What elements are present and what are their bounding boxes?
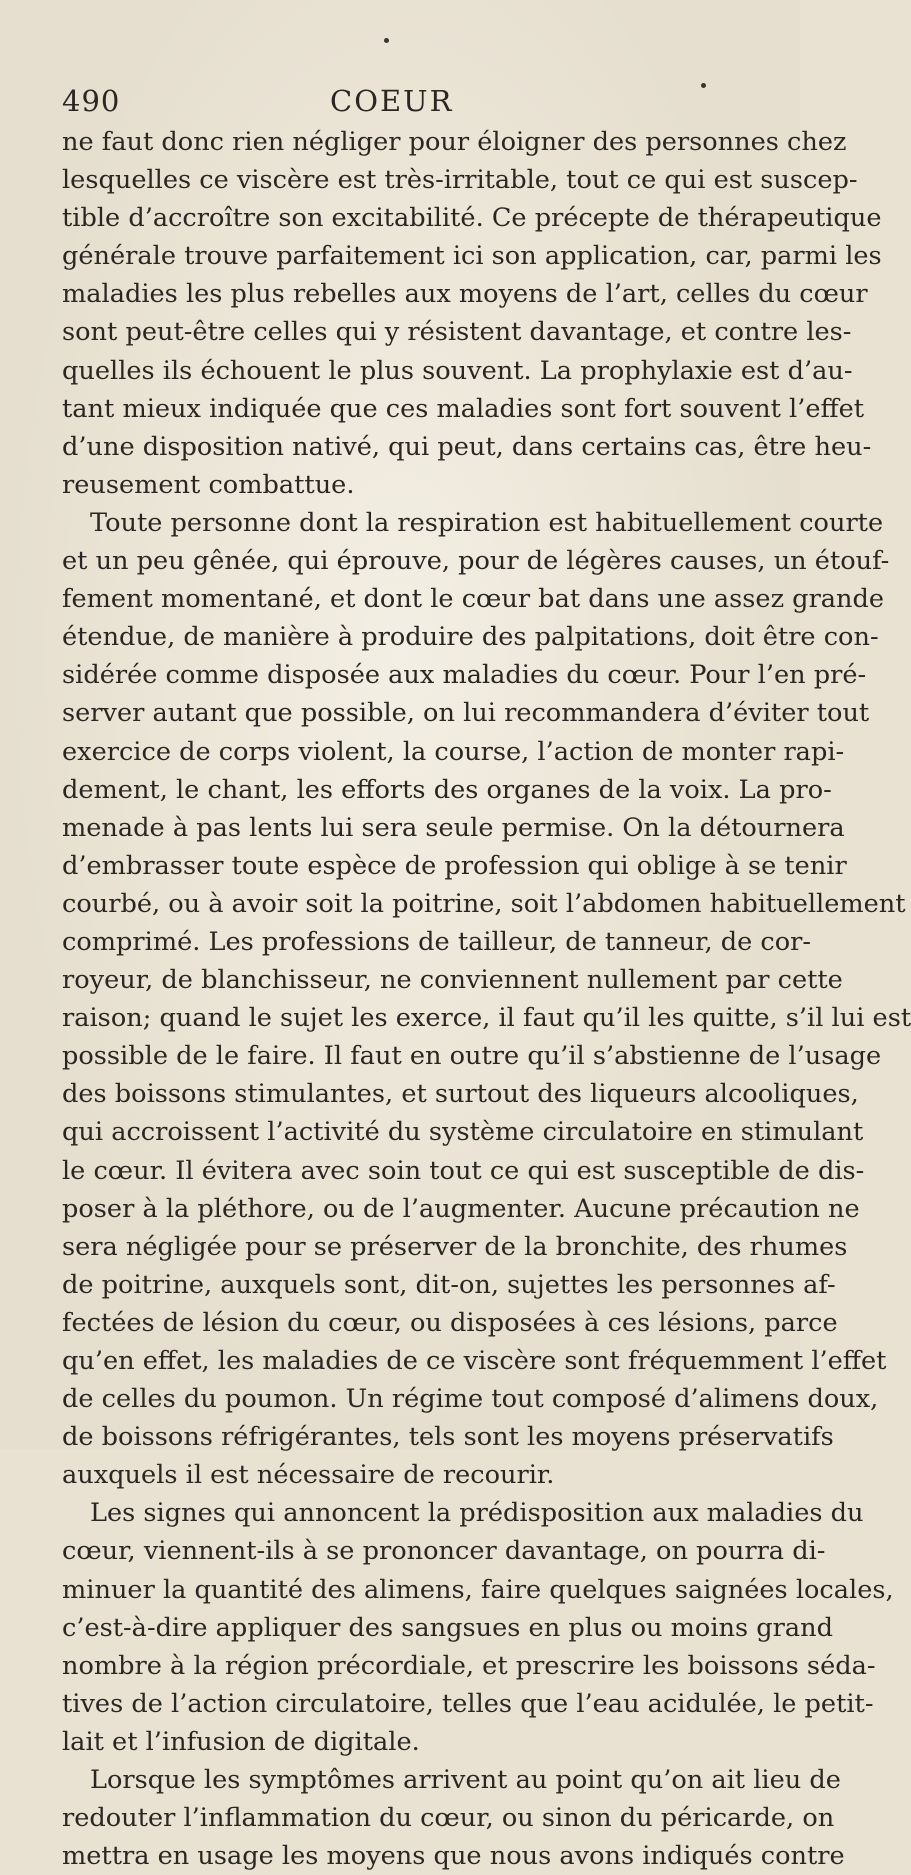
page-number: 490 [62, 84, 121, 118]
text-line: tant mieux indiquée que ces maladies sont fort souvent l’effet [62, 393, 865, 424]
text-line: sont peut-être celles qui y résistent davantage, et contre les- [62, 317, 852, 348]
running-title: COEUR [330, 84, 454, 118]
text-line: reusement combattue. [62, 469, 355, 500]
paragraph-start-line: Les signes qui annoncent la prédisposition aux maladies du [90, 1498, 864, 1529]
text-line: comprimé. Les professions de tailleur, de tanneur, de cor- [62, 926, 812, 957]
text-line: qu’en effet, les maladies de ce viscère sont fréquemment l’effet [62, 1346, 887, 1376]
text-line: ne faut donc rien négliger pour éloigner des personnes chez [62, 127, 847, 157]
text-line: qui accroissent l’activité du système circulatoire en stimulant [62, 1117, 864, 1148]
text-line: auxquels il est nécessaire de recourir. [62, 1460, 555, 1491]
text-line: étendue, de manière à produire des palpitations, doit être con- [62, 622, 879, 653]
page-header [62, 84, 752, 124]
text-line: poser à la pléthore, ou de l’augmenter. Aucune précaution ne [62, 1193, 860, 1224]
text-line: nombre à la région précordiale, et prescrire les boissons séda- [62, 1650, 876, 1681]
text-line: de poitrine, auxquels sont, dit-on, sujettes les personnes af- [62, 1269, 836, 1300]
text-line: fectées de lésion du cœur, ou disposées à ces lésions, parce [62, 1307, 838, 1338]
paragraph-start-line: Lorsque les symptômes arrivent au point qu’on ait lieu de [90, 1765, 841, 1796]
ink-speck [384, 38, 389, 43]
text-line: courbé, ou à avoir soit la poitrine, soit l’abdomen habituellement [62, 888, 906, 919]
text-line: tives de l’action circulatoire, telles que l’eau acidulée, le petit- [62, 1688, 874, 1719]
text-line: et un peu gênée, qui éprouve, pour de légères causes, un étouf- [62, 546, 890, 577]
text-line: d’une disposition nativé, qui peut, dans certains cas, être heu- [62, 431, 872, 462]
text-line: de celles du poumon. Un régime tout composé d’alimens doux, [62, 1384, 879, 1415]
text-line: c’est-à-dire appliquer des sangsues en plus ou moins grand [62, 1612, 834, 1643]
text-line: exercice de corps violent, la course, l’action de monter rapi- [62, 736, 845, 767]
text-line: des boissons stimulantes, et surtout des liqueurs alcooliques, [62, 1079, 859, 1110]
text-line: raison; quand le sujet les exerce, il faut qu’il les quitte, s’il lui est [62, 1003, 911, 1034]
text-line: minuer la quantité des alimens, faire quelques saignées locales, [62, 1574, 894, 1605]
text-line: le cœur. Il évitera avec soin tout ce qui est susceptible de dis- [62, 1155, 865, 1186]
text-line: menade à pas lents lui sera seule permise. On la détournera [62, 812, 845, 843]
text-line: mettra en usage les moyens que nous avons indiqués contre [62, 1841, 845, 1872]
text-line: générale trouve parfaitement ici son application, car, parmi les [62, 241, 882, 272]
text-line: possible de le faire. Il faut en outre qu’il s’abstienne de l’usage [62, 1041, 882, 1072]
text-line: fement momentané, et dont le cœur bat dans une assez grande [62, 584, 885, 615]
text-line: de boissons réfrigérantes, tels sont les moyens préservatifs [62, 1422, 834, 1453]
text-line: quelles ils échouent le plus souvent. La prophylaxie est d’au- [62, 355, 853, 386]
paragraph-start-line: Toute personne dont la respiration est habituellement courte [90, 507, 884, 538]
text-line: redouter l’inflammation du cœur, ou sinon du péricarde, on [62, 1803, 835, 1834]
text-line: sera négligée pour se préserver de la bronchite, des rhumes [62, 1231, 848, 1262]
text-line: royeur, de blanchisseur, ne conviennent nullement par cette [62, 965, 843, 996]
text-line: cœur, viennent-ils à se prononcer davantage, on pourra di- [62, 1536, 826, 1567]
text-line: dement, le chant, les efforts des organes de la voix. La pro- [62, 774, 832, 805]
text-line: server autant que possible, on lui recommandera d’éviter tout [62, 698, 870, 729]
text-line: maladies les plus rebelles aux moyens de l’art, celles du cœur [62, 279, 868, 310]
text-line: d’embrasser toute espèce de profession qui oblige à se tenir [62, 850, 847, 881]
text-line: lait et l’infusion de digitale. [62, 1726, 420, 1757]
body-text [62, 123, 911, 1875]
text-line: lesquelles ce viscère est très-irritable, tout ce qui est suscep- [62, 165, 858, 196]
text-line: sidérée comme disposée aux maladies du cœur. Pour l’en pré- [62, 660, 867, 691]
text-line: tible d’accroître son excitabilité. Ce précepte de thérapeutique [62, 203, 882, 234]
